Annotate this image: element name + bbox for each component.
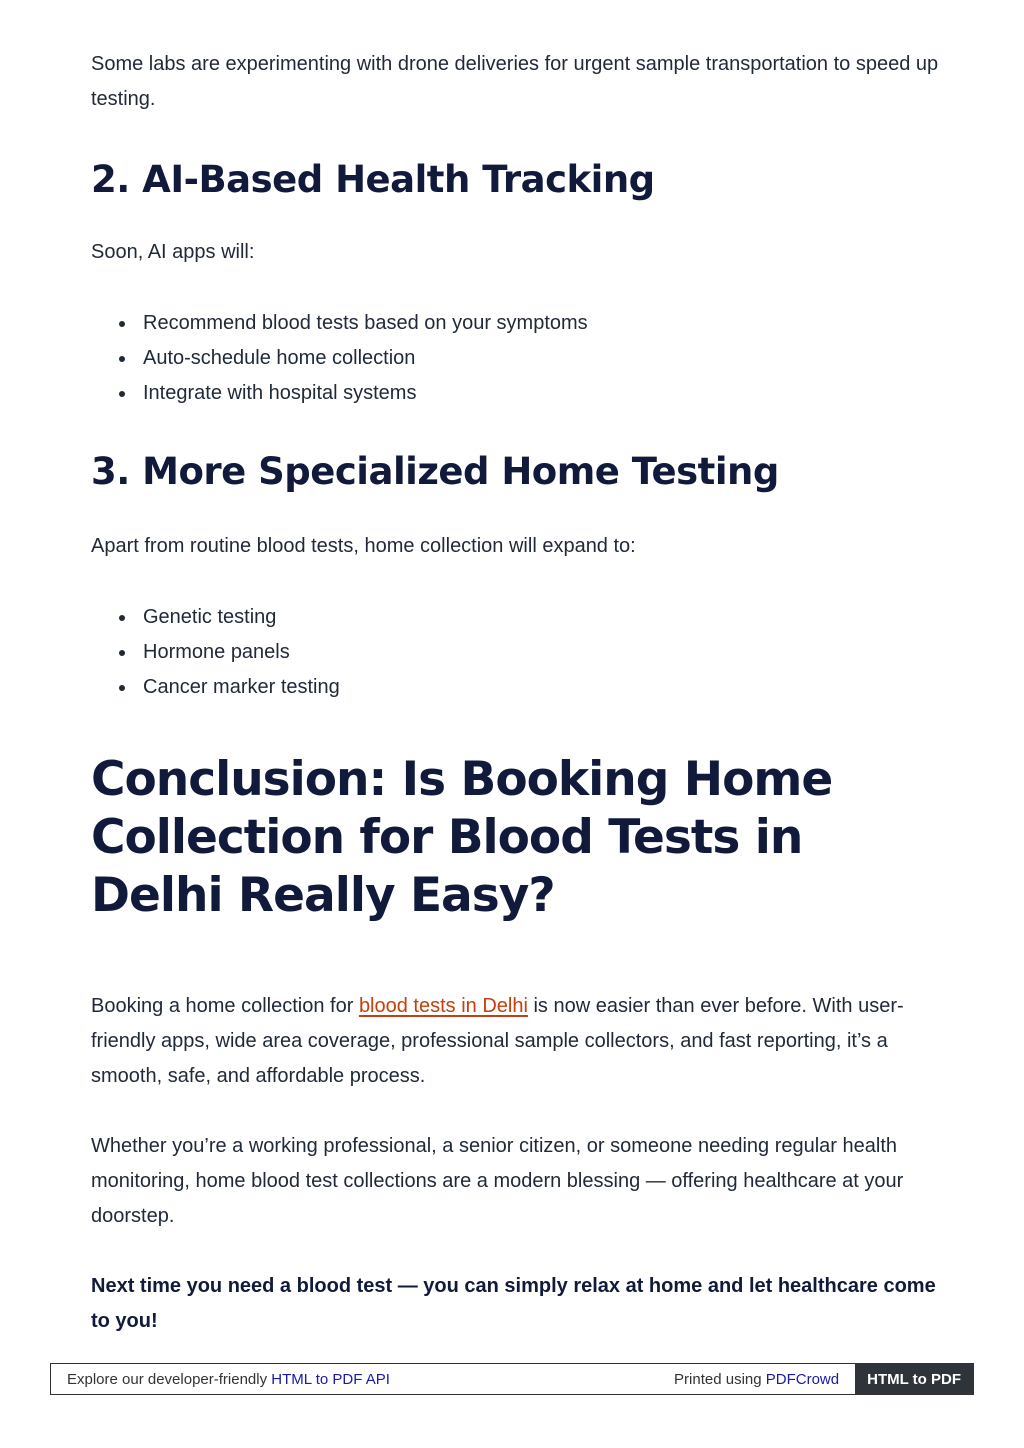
list-item: Genetic testing (143, 600, 941, 635)
list-item: Recommend blood tests based on your symptoms (143, 306, 941, 341)
footer-printed-text: Printed using (674, 1370, 766, 1388)
section-heading-specialized: 3. More Specialized Home Testing (91, 450, 779, 493)
html-to-pdf-api-link[interactable]: HTML to PDF API (271, 1370, 390, 1388)
footer-explore-text: Explore our developer-friendly (67, 1370, 272, 1388)
ai-features-list (91, 306, 941, 411)
section-lead-specialized: Apart from routine blood tests, home collection will expand to: (91, 535, 636, 557)
list-item: Integrate with hospital systems (143, 376, 941, 411)
blood-tests-delhi-link[interactable]: blood tests in Delhi (358, 995, 528, 1017)
section-lead-ai: Soon, AI apps will: (91, 241, 255, 263)
list-item: Auto-schedule home collection (143, 341, 941, 376)
conclusion-paragraph-1 (91, 989, 941, 1094)
intro-paragraph: Some labs are experimenting with drone deliveries for urgent sample transportation to speed up testing. (91, 53, 939, 110)
conclusion-paragraph-2: Whether you’re a working professional, a senior citizen, or someone needing regular health monitoring, home blood test collections are a modern blessing — offering healthcare at your doorstep. (91, 1135, 904, 1227)
list-item: Cancer marker testing (143, 670, 941, 705)
pdfcrowd-link[interactable]: PDFCrowd (765, 1370, 840, 1388)
article-content (91, 47, 941, 1339)
footer-printed (674, 1371, 855, 1388)
specialized-tests-list (91, 600, 941, 705)
conclusion-paragraph-3 (91, 1269, 941, 1339)
closing-statement: Next time you need a blood test — you can simply relax at home and let healthcare come to you! (91, 1275, 936, 1332)
section-heading-ai-tracking: 2. AI-Based Health Tracking (91, 158, 655, 201)
pdf-footer-bar (50, 1363, 974, 1395)
html-to-pdf-badge[interactable]: HTML to PDF (855, 1364, 973, 1394)
footer-explore (51, 1371, 674, 1388)
conclusion-heading: Conclusion: Is Booking Home Collection for Blood Tests in Delhi Really Easy? (91, 752, 833, 923)
conclusion-text-before-link: Booking a home collection for (91, 995, 359, 1017)
list-item: Hormone panels (143, 635, 941, 670)
conclusion-text-after-link: is now easier than ever before. With user-friendly apps, wide area coverage, professional sample collectors, and fast reporting, it’s a smooth, safe, and affordable process. (91, 995, 904, 1087)
